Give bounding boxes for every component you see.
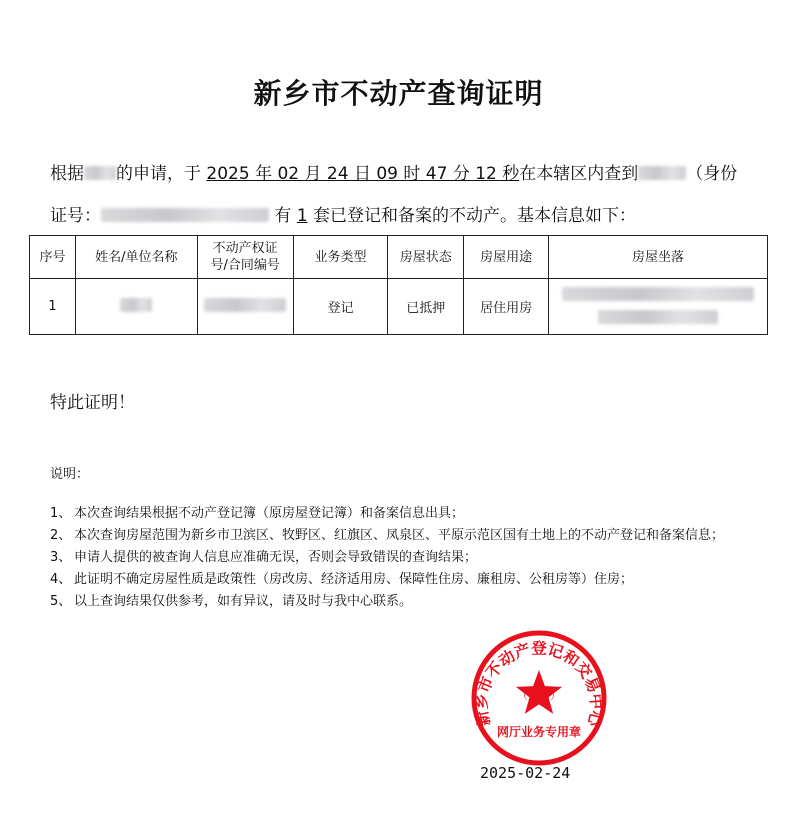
property-table bbox=[29, 235, 768, 335]
note-number: 1、 bbox=[50, 506, 72, 521]
application-paragraph-line1 bbox=[50, 162, 737, 186]
document-title: 新乡市不动产查询证明 bbox=[253, 77, 544, 110]
cell-location bbox=[549, 279, 768, 335]
para1-text-3: 在本辖区内查到 bbox=[519, 164, 639, 184]
header-cert-line2: 号/合同编号 bbox=[210, 258, 280, 273]
notes-title: 说明： bbox=[50, 467, 90, 482]
certification-statement: 特此证明！ bbox=[50, 393, 135, 413]
header-business-type: 业务类型 bbox=[293, 236, 388, 279]
para2-text-3: 套已登记和备案的不动产。基本信息如下： bbox=[307, 206, 637, 226]
para2-text-2: 有 bbox=[269, 206, 297, 226]
seal-bottom-text: 网厅业务专用章 bbox=[496, 725, 582, 739]
list-item bbox=[50, 569, 760, 591]
header-seq: 序号 bbox=[30, 236, 76, 279]
application-paragraph-line2 bbox=[50, 204, 636, 228]
para1-text-4: （身份 bbox=[686, 164, 738, 184]
issue-date: 2025-02-24 bbox=[480, 764, 571, 782]
redacted-id-underline bbox=[101, 206, 269, 226]
cell-cert-number bbox=[197, 279, 293, 335]
para1-text-2: 的申请，于 bbox=[116, 164, 207, 184]
redacted-cert-number bbox=[204, 298, 286, 312]
note-number: 2、 bbox=[50, 528, 72, 543]
header-house-status: 房屋状态 bbox=[388, 236, 464, 279]
header-location: 房屋坐落 bbox=[549, 236, 768, 279]
redacted-subject bbox=[638, 166, 686, 180]
note-text: 本次查询结果根据不动产登记簿（原房屋登记簿）和备案信息出具； bbox=[74, 506, 465, 521]
header-cert-line1: 不动产权证 bbox=[212, 241, 278, 256]
table-header-row bbox=[30, 236, 768, 279]
redacted-subject-underline bbox=[638, 164, 686, 184]
header-name: 姓名/单位名称 bbox=[75, 236, 197, 279]
cell-business-type: 登记 bbox=[293, 279, 388, 335]
list-item bbox=[50, 591, 760, 613]
header-cert-number bbox=[197, 236, 293, 279]
note-text: 本次查询房屋范围为新乡市卫滨区、牧野区、红旗区、凤泉区、平原示范区国有土地上的不动产登记和备案信息； bbox=[74, 528, 725, 543]
header-house-use: 房屋用途 bbox=[464, 236, 549, 279]
official-seal bbox=[469, 628, 609, 768]
redacted-name bbox=[120, 298, 152, 312]
seal-center-text: （监章） bbox=[517, 689, 561, 702]
cell-seq: 1 bbox=[30, 279, 76, 335]
query-datetime: 2025 年 02 月 24 日 09 时 47 分 12 秒 bbox=[206, 164, 520, 184]
redacted-location-line2 bbox=[598, 310, 718, 324]
notes-list bbox=[50, 503, 760, 613]
note-number: 4、 bbox=[50, 572, 72, 587]
redacted-id-number bbox=[101, 208, 269, 222]
para1-text-1: 根据 bbox=[50, 164, 84, 184]
list-item bbox=[50, 547, 760, 569]
cell-house-status: 已抵押 bbox=[388, 279, 464, 335]
seal-ring-text: 新乡市不动产登记和交易中心 bbox=[472, 639, 606, 729]
property-count: 1 bbox=[296, 206, 308, 226]
list-item bbox=[50, 525, 760, 547]
note-number: 3、 bbox=[50, 550, 72, 565]
list-item bbox=[50, 503, 760, 525]
cell-name bbox=[75, 279, 197, 335]
note-number: 5、 bbox=[50, 594, 72, 609]
cell-house-use: 居住用房 bbox=[464, 279, 549, 335]
note-text: 以上查询结果仅供参考，如有异议，请及时与我中心联系。 bbox=[74, 594, 413, 609]
table-row bbox=[30, 279, 768, 335]
para2-text-1: 证号： bbox=[50, 206, 101, 226]
note-text: 申请人提供的被查询人信息应准确无误，否则会导致错误的查询结果； bbox=[74, 550, 478, 565]
note-text: 此证明不确定房屋性质是政策性（房改房、经济适用房、保障性住房、廉租房、公租房等）住房； bbox=[74, 572, 634, 587]
redacted-location-line1 bbox=[562, 287, 754, 301]
redacted-applicant bbox=[84, 166, 116, 180]
